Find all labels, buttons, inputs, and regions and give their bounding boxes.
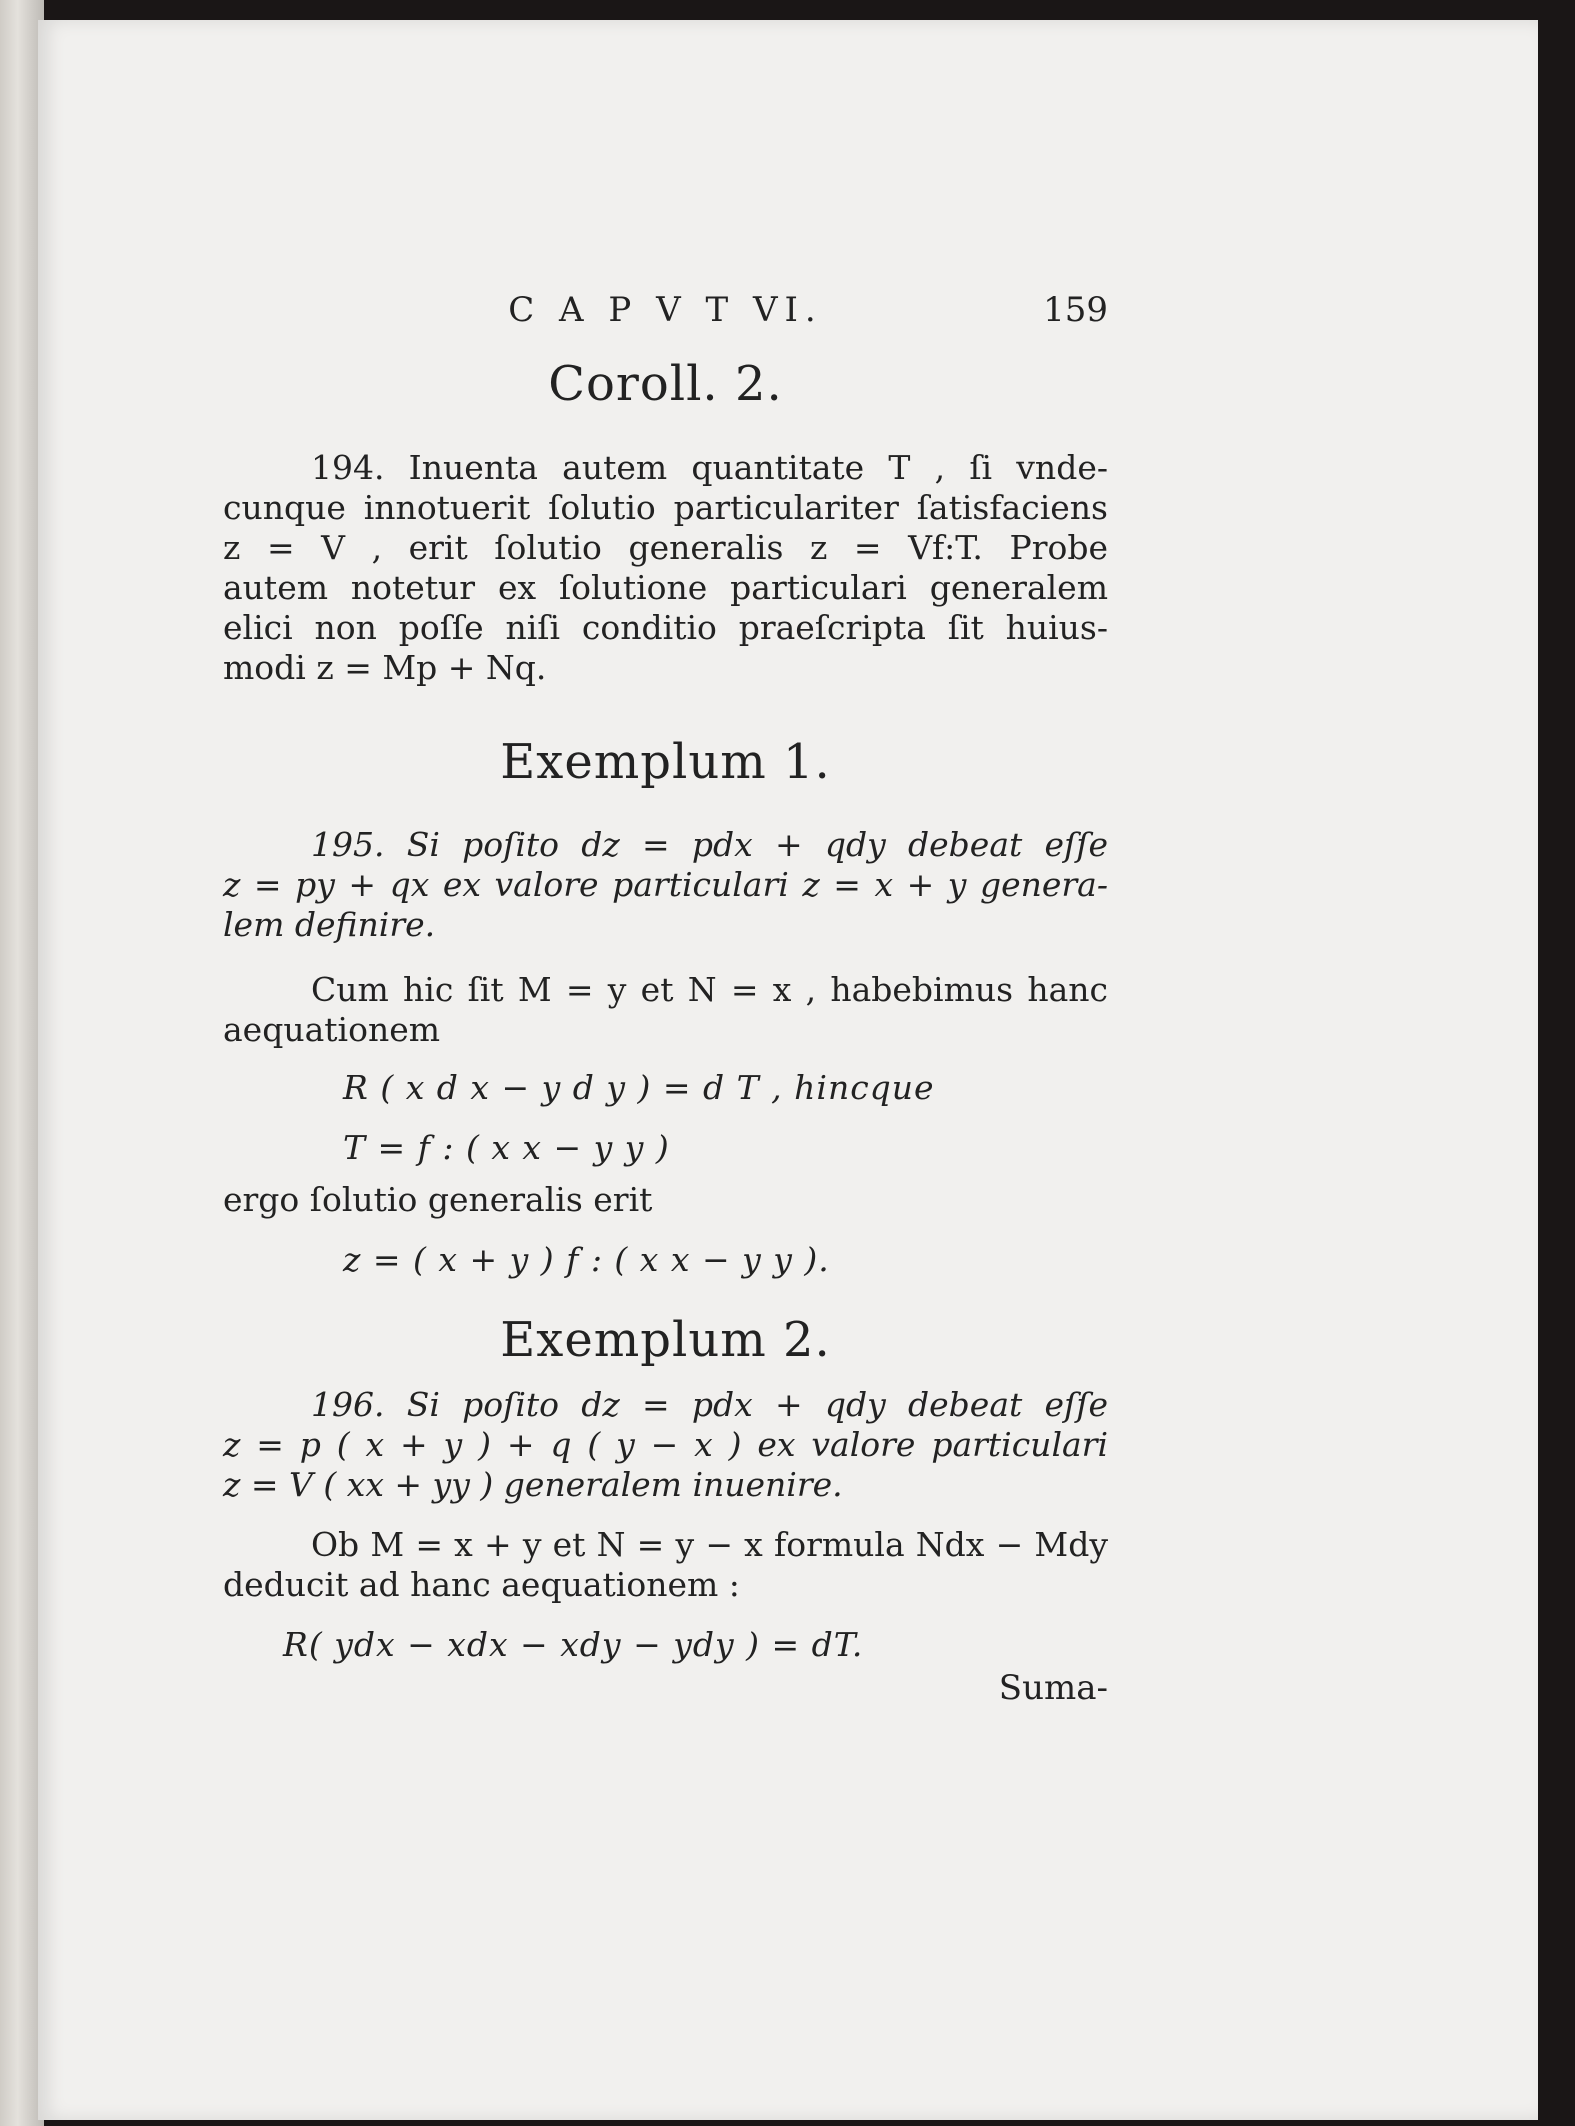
paragraph-line: deducit ad hanc aequationem : [223, 1565, 740, 1604]
paragraph-line: Ob M = x + y et N = y − x formula Ndx − Mdy [311, 1525, 1108, 1564]
paragraph-line: ergo ſolutio generalis erit [223, 1180, 653, 1219]
catchword: Suma- [998, 1668, 1108, 1708]
equation: T = f : ( x x − y y ) [343, 1128, 670, 1167]
paragraph-line: autem notetur ex ſolutione particulari generalem [223, 568, 1108, 607]
running-title: C A P V T VI. [508, 290, 823, 330]
equation: R( ydx − xdx − xdy − ydy ) = dT. [283, 1625, 864, 1664]
equation: R ( x d x − y d y ) = d T , hincque [343, 1068, 935, 1107]
paragraph-line: z = V , erit ſolutio generalis z = Vf:T. Probe [223, 528, 1108, 567]
corollary-heading: Coroll. 2. [548, 356, 783, 412]
paragraph-line: aequationem [223, 1010, 441, 1049]
paragraph-line: modi z = Mp + Nq. [223, 648, 547, 687]
book-page [38, 20, 1538, 2120]
paragraph-line: Cum hic ſit M = y et N = x , habebimus hanc [311, 970, 1108, 1009]
example-statement-line: z = p ( x + y ) + q ( y − x ) ex valore particulari [223, 1425, 1108, 1464]
paragraph-line: cunque innotuerit ſolutio particulariter ſatisfaciens [223, 488, 1108, 527]
example-statement-line: 196. Si poſito dz = pdx + qdy debeat eſſe [311, 1385, 1108, 1424]
paragraph-line: 194. Inuenta autem quantitate T , ſi vnde- [311, 448, 1108, 487]
example-statement-line: lem definire. [223, 905, 436, 944]
example-heading: Exemplum 2. [500, 1312, 831, 1368]
text-column [223, 20, 1108, 2120]
example-statement-line: 195. Si poſito dz = pdx + qdy debeat eſſe [311, 825, 1108, 864]
paragraph-line: elici non poſſe niſi conditio praeſcripta ſit huius- [223, 608, 1108, 647]
equation: z = ( x + y ) f : ( x x − y y ). [343, 1240, 830, 1279]
example-statement-line: z = V ( xx + yy ) generalem inuenire. [223, 1465, 843, 1504]
example-heading: Exemplum 1. [500, 734, 831, 790]
page-number: 159 [1043, 290, 1108, 330]
example-statement-line: z = py + qx ex valore particulari z = x + y genera- [223, 865, 1108, 904]
